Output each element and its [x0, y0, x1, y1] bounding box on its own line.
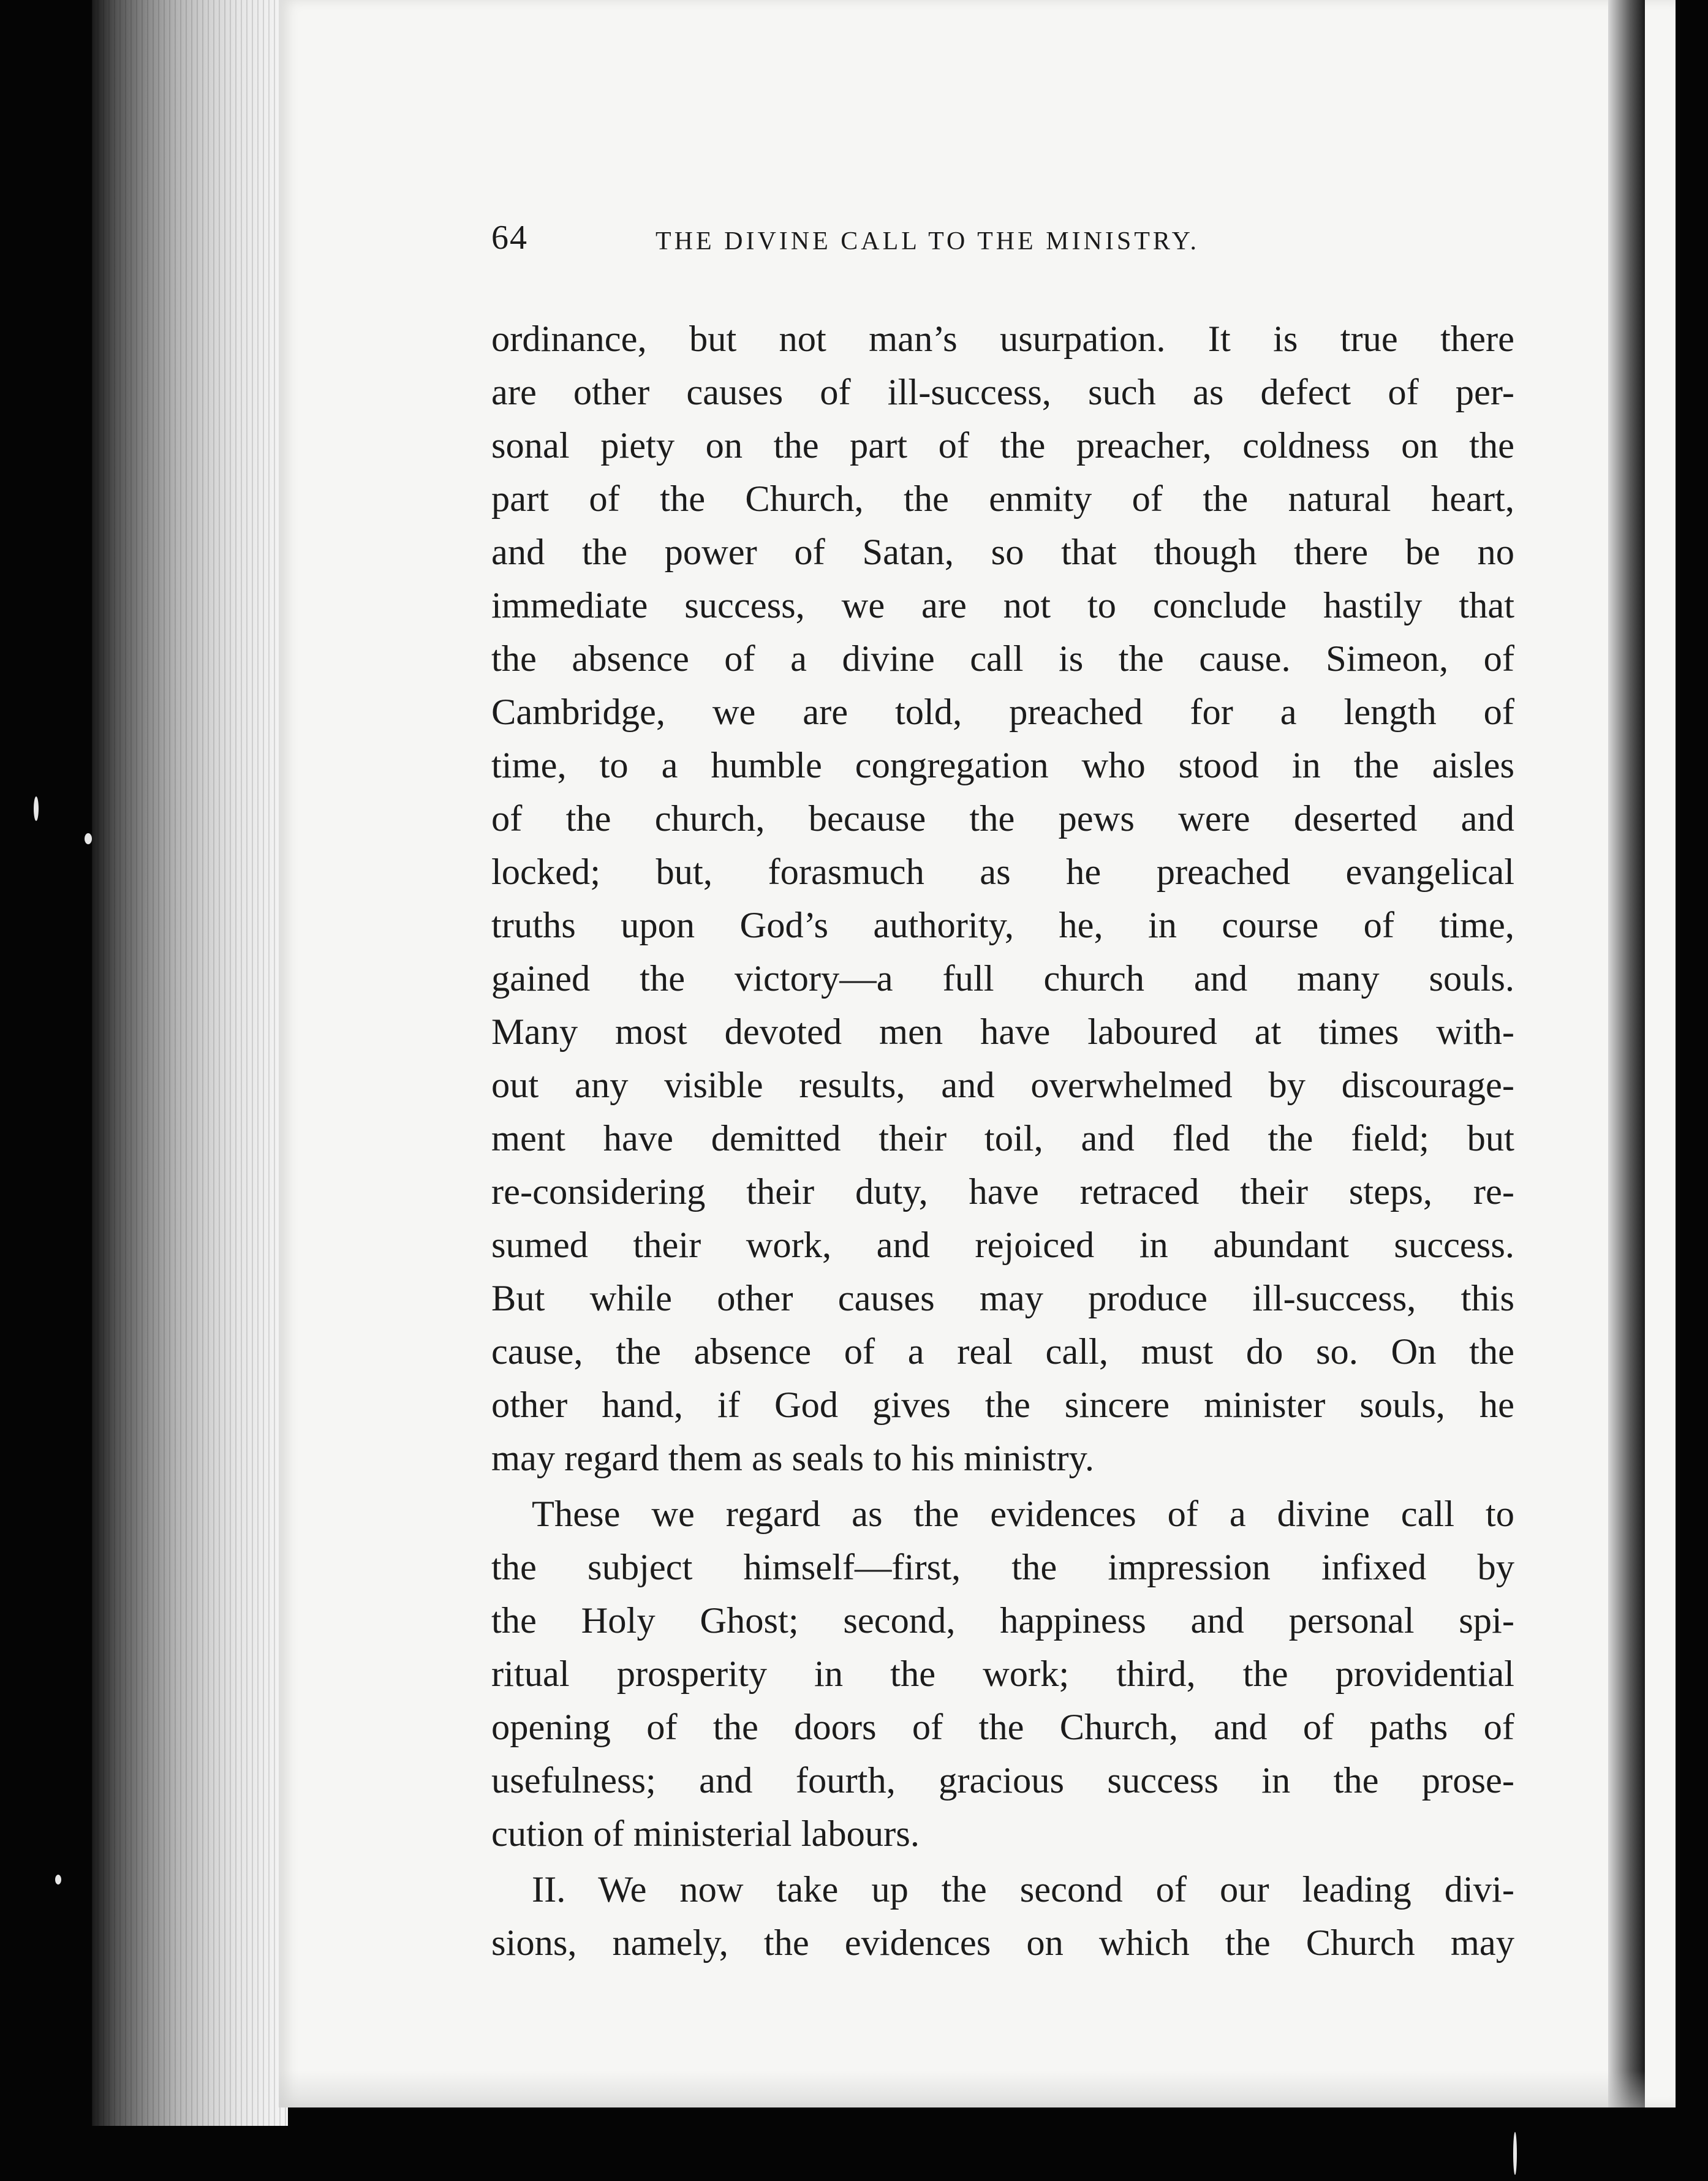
- running-header: [491, 216, 1355, 260]
- text-line: ritual prosperity in the work; third, the providential: [491, 1654, 1514, 1695]
- page-edge-texture: [92, 0, 288, 2126]
- text-line: sonal piety on the part of the preacher, coldness on the: [491, 425, 1514, 466]
- scan-speck: [85, 833, 92, 844]
- text-line: gained the victory—a full church and many souls.: [491, 958, 1514, 999]
- scan-speck: [1513, 2132, 1517, 2175]
- text-line: cause, the absence of a real call, must do so. On the: [491, 1331, 1514, 1372]
- text-line: ment have demitted their toil, and fled the field; but: [491, 1118, 1514, 1159]
- text-line: II. We now take up the second of our leading divi-: [532, 1869, 1514, 1910]
- text-line: and the power of Satan, so that though there be no: [491, 532, 1514, 573]
- text-line: These we regard as the evidences of a divine call to: [532, 1494, 1514, 1535]
- body-text: [491, 312, 1514, 1970]
- text-line: sumed their work, and rejoiced in abundant success.: [491, 1225, 1514, 1266]
- text-line: Cambridge, we are told, preached for a length of: [491, 692, 1514, 733]
- text-line: part of the Church, the enmity of the natural heart,: [491, 478, 1514, 520]
- text-line: the Holy Ghost; second, happiness and personal spi-: [491, 1600, 1514, 1641]
- text-line: opening of the doors of the Church, and of paths of: [491, 1707, 1514, 1748]
- text-line: Many most devoted men have laboured at times with-: [491, 1011, 1514, 1053]
- text-line: re-considering their duty, have retraced their steps, re-: [491, 1171, 1514, 1212]
- text-line: are other causes of ill-success, such as defect of per-: [491, 372, 1514, 413]
- right-page-edge: [1608, 0, 1645, 2107]
- text-line: the absence of a divine call is the cause. Simeon, of: [491, 638, 1514, 679]
- text-line: out any visible results, and overwhelmed by discourage-: [491, 1065, 1514, 1106]
- text-line: But while other causes may produce ill-success, this: [491, 1278, 1514, 1319]
- text-line: immediate success, we are not to conclude hastily that: [491, 585, 1514, 626]
- text-line: ordinance, but not man’s usurpation. It is true there: [491, 319, 1514, 360]
- text-line: truths upon God’s authority, he, in course of time,: [491, 905, 1514, 946]
- text-line: may regard them as seals to his ministry.: [491, 1438, 1095, 1479]
- text-line: cution of ministerial labours.: [491, 1813, 920, 1854]
- text-line: sions, namely, the evidences on which the Church may: [491, 1922, 1514, 1964]
- text-line: time, to a humble congregation who stood in the aisles: [491, 745, 1514, 786]
- page-number: 64: [491, 219, 528, 257]
- scan-speck: [55, 1875, 61, 1884]
- text-line: locked; but, forasmuch as he preached evangelical: [491, 852, 1514, 893]
- text-line: other hand, if God gives the sincere minister souls, he: [491, 1385, 1514, 1426]
- running-title: THE DIVINE CALL TO THE MINISTRY.: [656, 227, 1200, 255]
- page-bottom-shadow: [279, 2071, 1645, 2107]
- text-line: usefulness; and fourth, gracious success in the prose-: [491, 1760, 1514, 1801]
- text-line: the subject himself—first, the impression infixed by: [491, 1547, 1514, 1588]
- scan-speck: [34, 796, 39, 821]
- text-line: of the church, because the pews were deserted and: [491, 798, 1514, 839]
